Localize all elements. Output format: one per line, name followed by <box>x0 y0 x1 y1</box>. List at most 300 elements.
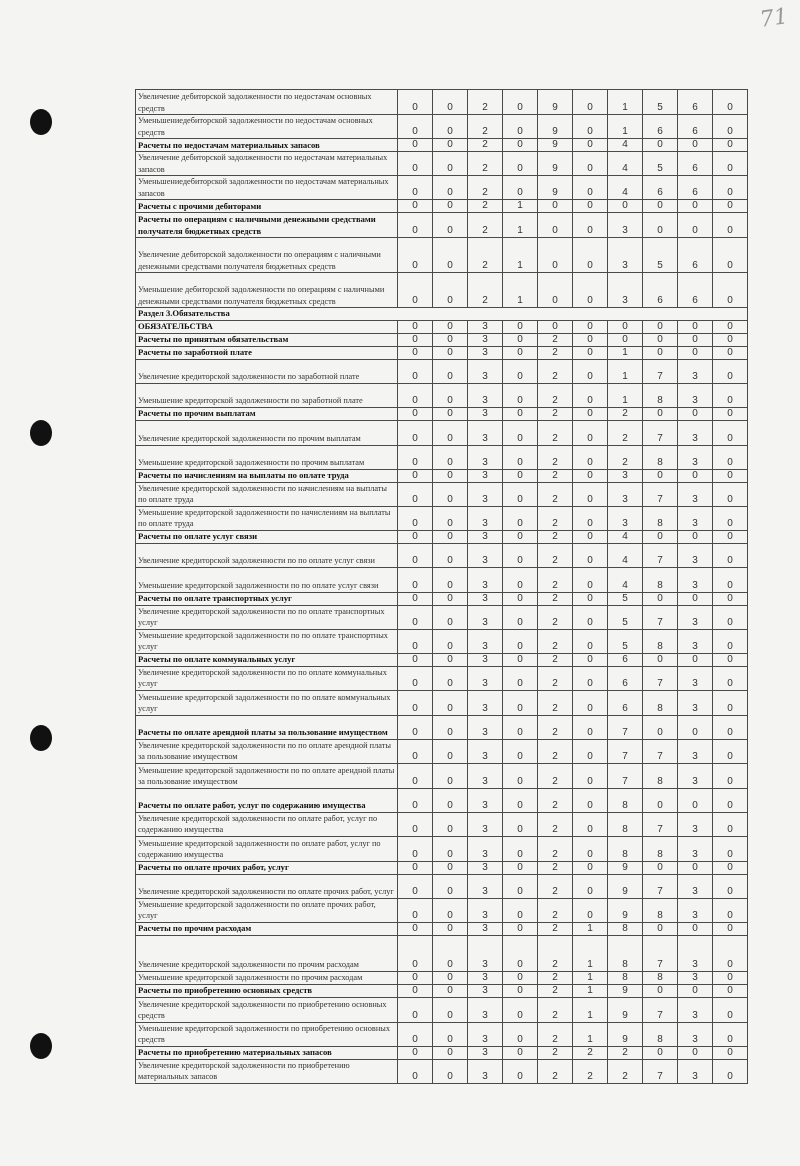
code-digit: 0 <box>713 238 748 273</box>
code-digit: 0 <box>713 874 748 898</box>
code-digit: 0 <box>573 763 608 788</box>
code-digit: 3 <box>678 420 713 445</box>
code-digit: 0 <box>433 922 468 935</box>
code-digit: 0 <box>398 1022 433 1046</box>
code-digit: 0 <box>713 543 748 567</box>
code-digit: 0 <box>713 320 748 333</box>
code-digit: 0 <box>713 605 748 629</box>
code-digit: 0 <box>433 812 468 836</box>
code-digit: 2 <box>538 359 573 383</box>
code-digit: 0 <box>398 922 433 935</box>
code-digit: 0 <box>713 420 748 445</box>
account-name: Уменьшение дебиторской задолженности по операциям с наличными денежными средствами получателя бюджетных средств <box>136 273 398 308</box>
code-digit: 2 <box>538 922 573 935</box>
code-digit: 1 <box>573 1022 608 1046</box>
code-digit: 0 <box>643 1046 678 1059</box>
code-digit: 7 <box>608 763 643 788</box>
code-digit: 2 <box>573 1046 608 1059</box>
code-digit: 0 <box>398 1059 433 1083</box>
code-digit: 3 <box>678 567 713 592</box>
account-name: Расчеты по заработной плате <box>136 346 398 359</box>
code-digit: 9 <box>538 176 573 200</box>
code-digit: 0 <box>573 653 608 666</box>
table-row <box>136 543 748 567</box>
table-row <box>136 420 748 445</box>
code-digit: 0 <box>713 506 748 530</box>
code-digit: 3 <box>468 812 503 836</box>
code-digit: 8 <box>608 812 643 836</box>
code-digit: 2 <box>538 690 573 715</box>
code-digit: 0 <box>398 445 433 469</box>
code-digit: 8 <box>643 763 678 788</box>
code-digit: 0 <box>713 90 748 115</box>
code-digit: 0 <box>433 482 468 506</box>
table-row <box>136 445 748 469</box>
code-digit: 0 <box>398 200 433 213</box>
code-digit: 3 <box>608 213 643 238</box>
code-digit: 2 <box>468 139 503 152</box>
code-digit: 4 <box>608 567 643 592</box>
code-digit: 0 <box>643 653 678 666</box>
code-digit: 0 <box>433 346 468 359</box>
code-digit: 0 <box>573 715 608 739</box>
account-name: Расчеты по оплате услуг связи <box>136 530 398 543</box>
code-digit: 9 <box>538 139 573 152</box>
code-digit: 3 <box>608 482 643 506</box>
code-digit: 0 <box>713 152 748 176</box>
account-name: Расчеты по начислениям на выплаты по оплате труда <box>136 469 398 482</box>
table-row <box>136 115 748 139</box>
code-digit: 0 <box>433 200 468 213</box>
code-digit: 0 <box>713 469 748 482</box>
code-digit: 3 <box>468 739 503 763</box>
code-digit: 2 <box>538 383 573 407</box>
code-digit: 3 <box>468 1046 503 1059</box>
code-digit: 0 <box>713 739 748 763</box>
code-digit: 0 <box>678 333 713 346</box>
code-digit: 1 <box>573 997 608 1022</box>
code-digit: 8 <box>643 383 678 407</box>
code-digit: 6 <box>608 653 643 666</box>
code-digit: 0 <box>643 213 678 238</box>
code-digit: 0 <box>503 592 538 605</box>
code-digit: 0 <box>433 997 468 1022</box>
code-digit: 0 <box>398 812 433 836</box>
code-digit: 0 <box>503 1046 538 1059</box>
code-digit: 6 <box>678 115 713 139</box>
code-digit: 2 <box>538 997 573 1022</box>
code-digit: 0 <box>503 666 538 690</box>
code-digit: 0 <box>713 200 748 213</box>
code-digit: 0 <box>433 213 468 238</box>
code-digit: 0 <box>433 407 468 420</box>
code-digit: 2 <box>538 592 573 605</box>
code-digit: 3 <box>468 763 503 788</box>
code-digit: 0 <box>503 898 538 922</box>
code-digit: 0 <box>573 592 608 605</box>
code-digit: 0 <box>503 115 538 139</box>
account-name: Уменьшение кредиторской задолженности по заработной плате <box>136 383 398 407</box>
code-digit: 3 <box>468 530 503 543</box>
account-name: Уменьшение кредиторской задолженности по оплате прочих работ, услуг <box>136 898 398 922</box>
account-name: Увеличение кредиторской задолженности по приобретению материальных запасов <box>136 1059 398 1083</box>
code-digit: 0 <box>643 592 678 605</box>
code-digit: 7 <box>643 739 678 763</box>
account-name: Раздел 3.Обязательства <box>136 308 748 321</box>
table-row <box>136 592 748 605</box>
code-digit: 0 <box>433 90 468 115</box>
code-digit: 8 <box>643 1022 678 1046</box>
code-digit: 3 <box>468 898 503 922</box>
code-digit: 6 <box>678 238 713 273</box>
code-digit: 3 <box>678 605 713 629</box>
code-digit: 3 <box>678 836 713 861</box>
code-digit: 3 <box>608 238 643 273</box>
code-digit: 0 <box>573 898 608 922</box>
table-row <box>136 739 748 763</box>
code-digit: 0 <box>643 346 678 359</box>
account-name: Уменьшение кредиторской задолженности по начислениям на выплаты по оплате труда <box>136 506 398 530</box>
code-digit: 0 <box>713 898 748 922</box>
code-digit: 0 <box>573 320 608 333</box>
code-digit: 2 <box>468 238 503 273</box>
code-digit: 0 <box>573 407 608 420</box>
code-digit: 2 <box>608 1059 643 1083</box>
code-digit: 0 <box>433 359 468 383</box>
code-digit: 1 <box>503 273 538 308</box>
code-digit: 0 <box>503 482 538 506</box>
table-row <box>136 836 748 861</box>
code-digit: 2 <box>538 666 573 690</box>
code-digit: 0 <box>503 152 538 176</box>
code-digit: 5 <box>608 605 643 629</box>
code-digit: 0 <box>433 788 468 812</box>
code-digit: 0 <box>433 592 468 605</box>
code-digit: 0 <box>713 984 748 997</box>
code-digit: 0 <box>503 997 538 1022</box>
code-digit: 0 <box>433 1059 468 1083</box>
code-digit: 0 <box>503 333 538 346</box>
code-digit: 0 <box>678 715 713 739</box>
code-digit: 1 <box>503 200 538 213</box>
code-digit: 0 <box>713 935 748 971</box>
code-digit: 0 <box>433 739 468 763</box>
code-digit: 0 <box>398 506 433 530</box>
code-digit: 8 <box>643 506 678 530</box>
code-digit: 2 <box>538 861 573 874</box>
code-digit: 0 <box>398 861 433 874</box>
code-digit: 0 <box>573 238 608 273</box>
code-digit: 3 <box>468 482 503 506</box>
code-digit: 3 <box>468 997 503 1022</box>
code-digit: 3 <box>468 1059 503 1083</box>
code-digit: 0 <box>398 139 433 152</box>
code-digit: 6 <box>678 152 713 176</box>
code-digit: 0 <box>398 420 433 445</box>
code-digit: 0 <box>398 213 433 238</box>
code-digit: 0 <box>433 139 468 152</box>
code-digit: 0 <box>713 690 748 715</box>
code-digit: 0 <box>433 530 468 543</box>
code-digit: 2 <box>538 653 573 666</box>
code-digit: 8 <box>608 935 643 971</box>
code-digit: 0 <box>398 984 433 997</box>
account-name: Уменьшение кредиторской задолженности по по оплате услуг связи <box>136 567 398 592</box>
account-name: Расчеты с прочими дебиторами <box>136 200 398 213</box>
table-row <box>136 763 748 788</box>
code-digit: 0 <box>573 482 608 506</box>
code-digit: 0 <box>503 469 538 482</box>
code-digit: 7 <box>643 812 678 836</box>
code-digit: 2 <box>468 176 503 200</box>
code-digit: 2 <box>468 90 503 115</box>
code-digit: 1 <box>503 238 538 273</box>
table-row <box>136 176 748 200</box>
table-row <box>136 139 748 152</box>
code-digit: 0 <box>643 469 678 482</box>
code-digit: 1 <box>608 359 643 383</box>
table-row <box>136 922 748 935</box>
code-digit: 0 <box>433 666 468 690</box>
code-digit: 2 <box>538 874 573 898</box>
code-digit: 3 <box>468 359 503 383</box>
code-digit: 8 <box>608 836 643 861</box>
punch-hole <box>30 109 52 135</box>
code-digit: 0 <box>713 922 748 935</box>
code-digit: 0 <box>713 567 748 592</box>
code-digit: 0 <box>398 383 433 407</box>
code-digit: 0 <box>398 238 433 273</box>
code-digit: 0 <box>713 333 748 346</box>
code-digit: 2 <box>538 715 573 739</box>
code-digit: 3 <box>468 971 503 984</box>
code-digit: 2 <box>538 346 573 359</box>
table-row <box>136 320 748 333</box>
code-digit: 0 <box>398 666 433 690</box>
code-digit: 2 <box>538 836 573 861</box>
code-digit: 0 <box>433 836 468 861</box>
punch-hole <box>30 1033 52 1059</box>
code-digit: 2 <box>538 530 573 543</box>
code-digit: 6 <box>608 690 643 715</box>
table-row <box>136 997 748 1022</box>
code-digit: 0 <box>678 592 713 605</box>
code-digit: 9 <box>538 152 573 176</box>
code-digit: 3 <box>468 629 503 653</box>
code-digit: 9 <box>538 115 573 139</box>
code-digit: 0 <box>503 90 538 115</box>
code-digit: 0 <box>503 1022 538 1046</box>
code-digit: 0 <box>643 715 678 739</box>
code-digit: 0 <box>573 530 608 543</box>
account-name: Расчеты по оплате транспортных услуг <box>136 592 398 605</box>
code-digit: 0 <box>573 788 608 812</box>
code-digit: 2 <box>468 115 503 139</box>
account-name: Расчеты по оплате арендной платы за пользование имуществом <box>136 715 398 739</box>
code-digit: 0 <box>608 200 643 213</box>
code-digit: 0 <box>433 238 468 273</box>
code-digit: 0 <box>713 629 748 653</box>
code-digit: 0 <box>503 359 538 383</box>
code-digit: 0 <box>678 788 713 812</box>
code-digit: 1 <box>503 213 538 238</box>
table-row <box>136 788 748 812</box>
code-digit: 2 <box>538 605 573 629</box>
code-digit: 0 <box>713 971 748 984</box>
code-digit: 7 <box>608 715 643 739</box>
code-digit: 0 <box>503 320 538 333</box>
code-digit: 9 <box>608 984 643 997</box>
code-digit: 0 <box>503 763 538 788</box>
code-digit: 2 <box>468 200 503 213</box>
code-digit: 0 <box>573 273 608 308</box>
code-digit: 2 <box>538 543 573 567</box>
code-digit: 1 <box>608 383 643 407</box>
code-digit: 2 <box>538 739 573 763</box>
code-digit: 3 <box>678 971 713 984</box>
code-digit: 0 <box>678 530 713 543</box>
code-digit: 0 <box>398 359 433 383</box>
table-row <box>136 874 748 898</box>
code-digit: 8 <box>608 971 643 984</box>
account-name: Уменьшение кредиторской задолженности по по оплате арендной платы за пользование имуществом <box>136 763 398 788</box>
code-digit: 0 <box>573 152 608 176</box>
account-name: Уменьшениедебиторской задолженности по недостачам основных средств <box>136 115 398 139</box>
code-digit: 0 <box>678 861 713 874</box>
table-row <box>136 715 748 739</box>
code-digit: 0 <box>433 543 468 567</box>
code-digit: 0 <box>433 629 468 653</box>
code-digit: 3 <box>678 690 713 715</box>
code-digit: 3 <box>468 690 503 715</box>
code-digit: 0 <box>503 861 538 874</box>
code-digit: 0 <box>398 482 433 506</box>
code-digit: 5 <box>643 90 678 115</box>
code-digit: 7 <box>643 666 678 690</box>
code-digit: 0 <box>573 836 608 861</box>
code-digit: 0 <box>398 898 433 922</box>
code-digit: 0 <box>713 176 748 200</box>
code-digit: 0 <box>573 506 608 530</box>
code-digit: 3 <box>678 739 713 763</box>
account-name: Увеличение кредиторской задолженности по по оплате коммунальных услуг <box>136 666 398 690</box>
code-digit: 0 <box>398 788 433 812</box>
account-name: Расчеты по оплате работ, услуг по содержанию имущества <box>136 788 398 812</box>
code-digit: 7 <box>608 739 643 763</box>
code-digit: 0 <box>433 690 468 715</box>
code-digit: 0 <box>503 407 538 420</box>
table-row <box>136 383 748 407</box>
code-digit: 3 <box>468 543 503 567</box>
code-digit: 2 <box>468 213 503 238</box>
code-digit: 6 <box>608 666 643 690</box>
code-digit: 0 <box>573 346 608 359</box>
code-digit: 0 <box>503 530 538 543</box>
code-digit: 8 <box>643 836 678 861</box>
code-digit: 0 <box>398 763 433 788</box>
code-digit: 3 <box>468 320 503 333</box>
code-digit: 6 <box>678 90 713 115</box>
account-codes-table <box>135 89 748 1084</box>
table-row <box>136 90 748 115</box>
table-row <box>136 238 748 273</box>
code-digit: 2 <box>538 971 573 984</box>
table-row <box>136 861 748 874</box>
code-digit: 0 <box>503 812 538 836</box>
code-digit: 0 <box>573 200 608 213</box>
code-digit: 0 <box>713 115 748 139</box>
code-digit: 0 <box>503 543 538 567</box>
code-digit: 0 <box>573 629 608 653</box>
code-digit: 0 <box>678 320 713 333</box>
code-digit: 0 <box>573 812 608 836</box>
account-name: Увеличение дебиторской задолженности по недостачам материальных запасов <box>136 152 398 176</box>
code-digit: 3 <box>678 666 713 690</box>
code-digit: 0 <box>573 739 608 763</box>
table-row <box>136 1022 748 1046</box>
code-digit: 5 <box>643 152 678 176</box>
code-digit: 0 <box>503 346 538 359</box>
code-digit: 1 <box>573 984 608 997</box>
code-digit: 0 <box>398 690 433 715</box>
table-row <box>136 407 748 420</box>
account-name: Увеличение кредиторской задолженности по прочим выплатам <box>136 420 398 445</box>
code-digit: 0 <box>433 176 468 200</box>
code-digit: 0 <box>643 407 678 420</box>
code-digit: 1 <box>608 346 643 359</box>
code-digit: 0 <box>713 139 748 152</box>
code-digit: 0 <box>433 152 468 176</box>
account-name: Расчеты по недостачам материальных запасов <box>136 139 398 152</box>
code-digit: 0 <box>503 935 538 971</box>
account-name: Увеличение дебиторской задолженности по операциям с наличными денежными средствами получателя бюджетных средств <box>136 238 398 273</box>
code-digit: 0 <box>503 176 538 200</box>
punch-hole <box>30 420 52 446</box>
code-digit: 6 <box>678 273 713 308</box>
code-digit: 3 <box>468 1022 503 1046</box>
code-digit: 6 <box>643 176 678 200</box>
code-digit: 3 <box>608 506 643 530</box>
account-name: Увеличение кредиторской задолженности по оплате прочих работ, услуг <box>136 874 398 898</box>
code-digit: 9 <box>608 898 643 922</box>
code-digit: 2 <box>538 935 573 971</box>
code-digit: 0 <box>643 788 678 812</box>
account-name: Уменьшение кредиторской задолженности по по оплате транспортных услуг <box>136 629 398 653</box>
code-digit: 0 <box>398 567 433 592</box>
code-digit: 0 <box>643 861 678 874</box>
table-row <box>136 346 748 359</box>
punch-hole <box>30 725 52 751</box>
code-digit: 3 <box>678 997 713 1022</box>
code-digit: 2 <box>538 763 573 788</box>
account-name: Расчеты по принятым обязательствам <box>136 333 398 346</box>
code-digit: 3 <box>678 812 713 836</box>
code-digit: 0 <box>713 763 748 788</box>
account-name: Уменьшение кредиторской задолженности по оплате работ, услуг по содержанию имущества <box>136 836 398 861</box>
code-digit: 2 <box>538 506 573 530</box>
code-digit: 3 <box>468 984 503 997</box>
code-digit: 2 <box>608 407 643 420</box>
code-digit: 0 <box>538 213 573 238</box>
code-digit: 8 <box>643 971 678 984</box>
code-digit: 0 <box>433 333 468 346</box>
code-digit: 6 <box>643 115 678 139</box>
code-digit: 3 <box>468 605 503 629</box>
code-digit: 3 <box>678 763 713 788</box>
code-digit: 0 <box>573 359 608 383</box>
account-name: Увеличение кредиторской задолженности по заработной плате <box>136 359 398 383</box>
table-row <box>136 273 748 308</box>
